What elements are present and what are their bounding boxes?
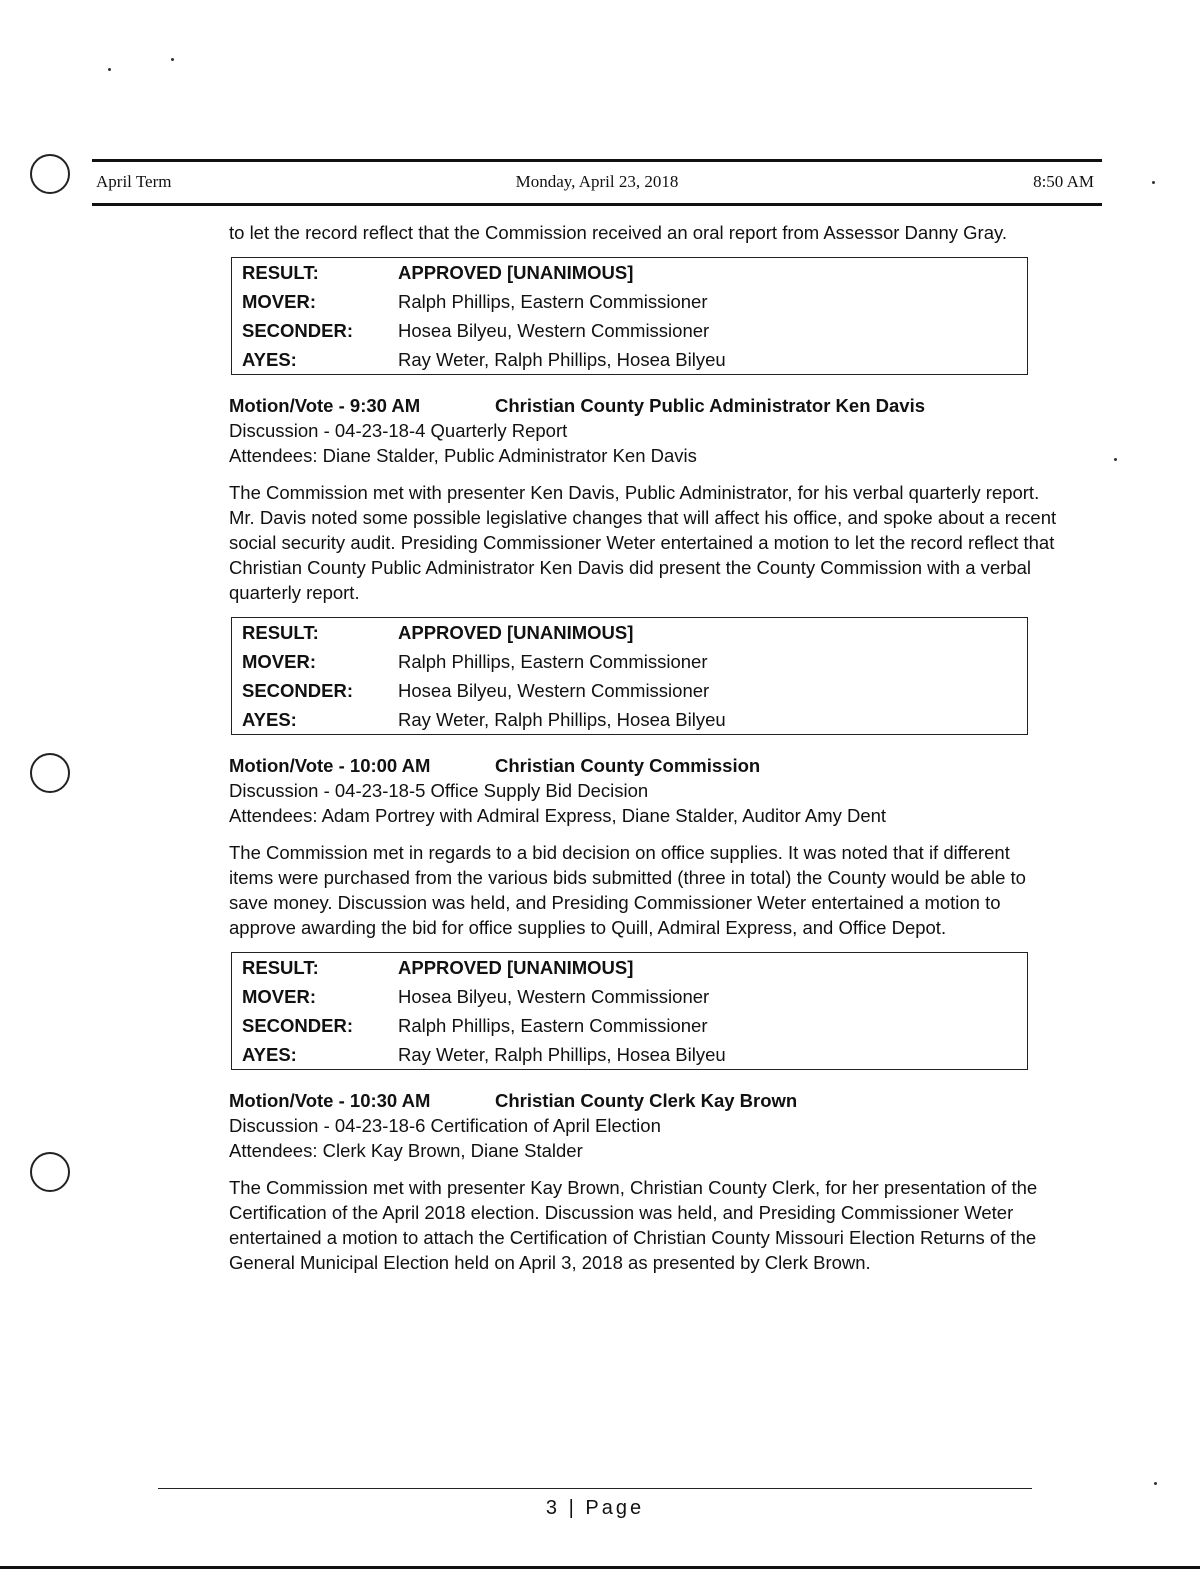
vote-row-mover bbox=[232, 982, 1028, 1011]
vote-table-3 bbox=[231, 952, 1028, 1070]
discussion-line: Discussion - 04-23-18-5 Office Supply Bid Decision bbox=[229, 780, 649, 801]
body-paragraph: The Commission met with presenter Kay Brown, Christian County Clerk, for her presentation of the Certification of the April 2018 election. Discussion was held, and Presiding Commissioner Weter entertained a motion to attach the Certification of Christian County Missouri Election Returns of the General Municipal Election held on April 3, 2018 as presented by Clerk Brown. bbox=[229, 1177, 1038, 1273]
vote-table-1 bbox=[231, 257, 1028, 375]
vote-key: MOVER: bbox=[242, 986, 316, 1007]
motion-title: Christian County Clerk Kay Brown bbox=[495, 1090, 798, 1111]
header-top-rule bbox=[92, 159, 1102, 162]
attendees-line: Attendees: Clerk Kay Brown, Diane Stalder bbox=[229, 1140, 583, 1161]
vote-key: SECONDER: bbox=[242, 1015, 354, 1036]
vote-row-ayes bbox=[232, 705, 1028, 735]
vote-value: Ralph Phillips, Eastern Commissioner bbox=[398, 651, 708, 672]
vote-key: RESULT: bbox=[242, 957, 319, 978]
body-paragraph: The Commission met with presenter Ken Davis, Public Administrator, for his verbal quarterly report. Mr. Davis noted some possible legislative changes that will affect his office, and spoke about a recent social security audit. Presiding Commissioner Weter entertained a motion to let the record reflect that Christian County Public Administrator Ken Davis did present the County Commission with a verbal quarterly report. bbox=[229, 482, 1057, 603]
body-paragraph: The Commission met in regards to a bid decision on office supplies. It was noted that if different items were purchased from the various bids submitted (three in total) the County would be able to save money. Discussion was held, and Presiding Commissioner Weter entertained a motion to approve awarding the bid for office supplies to Quill, Admiral Express, and Office Depot. bbox=[229, 842, 1026, 938]
discussion-line: Discussion - 04-23-18-4 Quarterly Report bbox=[229, 420, 568, 441]
speck-mark bbox=[108, 68, 111, 71]
vote-row-seconder bbox=[232, 676, 1028, 705]
vote-value: APPROVED [UNANIMOUS] bbox=[398, 957, 634, 978]
page-number: 3 | Page bbox=[545, 1497, 645, 1519]
motion-time-label: Motion/Vote - 9:30 AM bbox=[229, 395, 421, 416]
vote-key: AYES: bbox=[242, 709, 297, 730]
footer-rule bbox=[158, 1488, 1032, 1489]
header-term: April Term bbox=[96, 172, 172, 191]
motion-time-label: Motion/Vote - 10:00 AM bbox=[229, 755, 431, 776]
page-bottom-edge bbox=[0, 1566, 1200, 1569]
vote-row-ayes bbox=[232, 1040, 1028, 1070]
motion-heading bbox=[229, 753, 1059, 778]
vote-key: SECONDER: bbox=[242, 320, 354, 341]
motion-title: Christian County Commission bbox=[495, 755, 761, 776]
speck-mark bbox=[1152, 181, 1155, 184]
vote-key: AYES: bbox=[242, 1044, 297, 1065]
motion-heading bbox=[229, 1088, 1059, 1113]
vote-row-seconder bbox=[232, 316, 1028, 345]
vote-key: SECONDER: bbox=[242, 680, 354, 701]
intro-paragraph: to let the record reflect that the Commission received an oral report from Assessor Danny Gray. bbox=[229, 222, 1008, 243]
vote-row-result bbox=[232, 618, 1028, 648]
motion-title: Christian County Public Administrator Ken Davis bbox=[495, 395, 926, 416]
header-date: Monday, April 23, 2018 bbox=[515, 172, 679, 191]
vote-row-mover bbox=[232, 287, 1028, 316]
vote-key: MOVER: bbox=[242, 651, 316, 672]
vote-value: Hosea Bilyeu, Western Commissioner bbox=[398, 680, 710, 701]
speck-mark bbox=[1154, 1482, 1157, 1485]
vote-key: RESULT: bbox=[242, 262, 319, 283]
vote-value: Ray Weter, Ralph Phillips, Hosea Bilyeu bbox=[398, 349, 726, 370]
vote-value: Hosea Bilyeu, Western Commissioner bbox=[398, 320, 710, 341]
vote-table-2 bbox=[231, 617, 1028, 735]
vote-value: APPROVED [UNANIMOUS] bbox=[398, 622, 634, 643]
vote-row-ayes bbox=[232, 345, 1028, 375]
punch-hole-icon bbox=[30, 753, 70, 793]
speck-mark bbox=[1114, 458, 1117, 461]
discussion-line: Discussion - 04-23-18-6 Certification of April Election bbox=[229, 1115, 661, 1136]
vote-value: Ray Weter, Ralph Phillips, Hosea Bilyeu bbox=[398, 1044, 726, 1065]
vote-row-mover bbox=[232, 647, 1028, 676]
motion-time-label: Motion/Vote - 10:30 AM bbox=[229, 1090, 431, 1111]
vote-value: Ralph Phillips, Eastern Commissioner bbox=[398, 1015, 708, 1036]
vote-value: Hosea Bilyeu, Western Commissioner bbox=[398, 986, 710, 1007]
header-bottom-rule bbox=[92, 203, 1102, 206]
vote-key: RESULT: bbox=[242, 622, 319, 643]
header-time: 8:50 AM bbox=[1033, 172, 1094, 191]
vote-value: APPROVED [UNANIMOUS] bbox=[398, 262, 634, 283]
attendees-line: Attendees: Diane Stalder, Public Administrator Ken Davis bbox=[229, 445, 697, 466]
vote-value: Ray Weter, Ralph Phillips, Hosea Bilyeu bbox=[398, 709, 726, 730]
attendees-line: Attendees: Adam Portrey with Admiral Express, Diane Stalder, Auditor Amy Dent bbox=[229, 805, 887, 826]
vote-row-result bbox=[232, 258, 1028, 288]
vote-value: Ralph Phillips, Eastern Commissioner bbox=[398, 291, 708, 312]
punch-hole-icon bbox=[30, 1152, 70, 1192]
vote-row-result bbox=[232, 953, 1028, 983]
punch-hole-icon bbox=[30, 154, 70, 194]
vote-key: AYES: bbox=[242, 349, 297, 370]
vote-row-seconder bbox=[232, 1011, 1028, 1040]
speck-mark bbox=[171, 58, 174, 61]
motion-heading bbox=[229, 393, 1059, 418]
minutes-body bbox=[229, 220, 1059, 1287]
vote-key: MOVER: bbox=[242, 291, 316, 312]
